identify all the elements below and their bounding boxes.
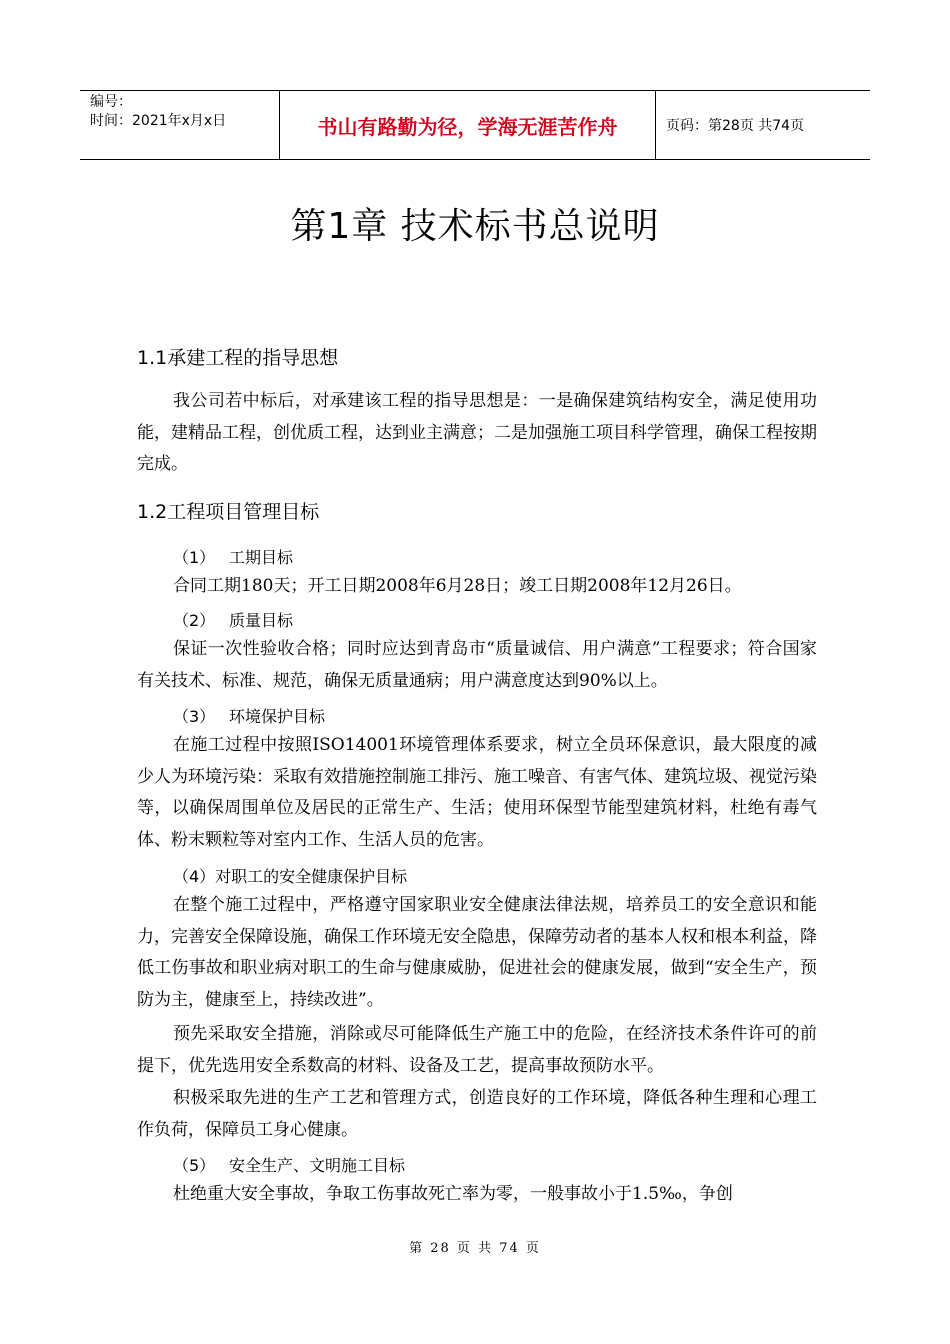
item-3-title: 环境保护目标: [229, 707, 326, 726]
item-4-heading: （4）对职工的安全健康保护目标: [173, 867, 408, 886]
item-1-title: 工期目标: [229, 548, 294, 567]
item-5-number: （5）: [173, 1156, 216, 1175]
item-2-number: （2）: [173, 611, 216, 630]
item-4-paragraph-3: 积极采取先进的生产工艺和管理方式，创造良好的工作环境，降低各种生理和心理工作负荷，保障员工身心健康。: [137, 1088, 817, 1140]
item-2-heading: [173, 608, 293, 631]
chapter-title: 第1章 技术标书总说明: [290, 206, 660, 247]
header-table: [80, 90, 870, 160]
header-page-info: 页码：第28页 共74页: [666, 118, 805, 134]
section-heading-1-1: 1.1承建工程的指导思想: [137, 347, 339, 369]
item-3-number: （3）: [173, 707, 216, 726]
item-3-paragraph: 在施工过程中按照ISO14001环境管理体系要求，树立全员环保意识，最大限度的减少人为环境污染：采取有效措施控制施工排污、施工噪音、有害气体、建筑垃圾、视觉污染等，以确保周围单位及居民的正常生产、生活；使用环保型节能型建筑材料，杜绝有毒气体、粉末颗粒等对室内工作、生活人员的危害。: [137, 735, 817, 850]
header-meta-cell: [80, 91, 280, 159]
header-motto: 书山有路勤为径，学海无涯苦作舟: [280, 91, 656, 159]
page-footer: 第 28 页 共 74 页: [409, 1241, 541, 1256]
item-2-paragraph: 保证一次性验收合格；同时应达到青岛市“质量诚信、用户满意”工程要求；符合国家有关技术、标准、规范，确保无质量通病；用户满意度达到90%以上。: [137, 639, 817, 691]
section-heading-1-2: 1.2工程项目管理目标: [137, 501, 320, 523]
item-4-paragraph-1: 在整个施工过程中，严格遵守国家职业安全健康法律法规，培养员工的安全意识和能力，完善安全保障设施，确保工作环境无安全隐患，保障劳动者的基本人权和根本利益，降低工伤事故和职业病对职工的生命与健康威胁，促进社会的健康发展，做到“安全生产，预防为主，健康至上，持续改进”。: [137, 895, 817, 1010]
section-1-1-paragraph: 我公司若中标后，对承建该工程的指导思想是：一是确保建筑结构安全，满足使用功能，建精品工程，创优质工程，达到业主满意；二是加强施工项目科学管理，确保工程按期完成。: [137, 391, 817, 474]
item-4-paragraph-2: 预先采取安全措施，消除或尽可能降低生产施工中的危险，在经济技术条件许可的前提下，优先选用安全系数高的材料、设备及工艺，提高事故预防水平。: [137, 1024, 817, 1076]
time-label: 时间：2021年x月x日: [90, 113, 227, 129]
item-2-title: 质量目标: [229, 611, 294, 630]
item-1-number: （1）: [173, 548, 216, 567]
item-5-paragraph: 杜绝重大安全事故，争取工伤事故死亡率为零，一般事故小于1.5‰，争创: [173, 1184, 733, 1204]
item-5-heading: [173, 1153, 405, 1176]
item-3-heading: [173, 704, 325, 727]
item-1-paragraph: 合同工期180天；开工日期2008年6月28日；竣工日期2008年12月26日。: [173, 576, 742, 596]
item-1-heading: [173, 545, 293, 568]
serial-label: 编号：: [90, 94, 132, 110]
item-5-title: 安全生产、文明施工目标: [229, 1156, 406, 1175]
